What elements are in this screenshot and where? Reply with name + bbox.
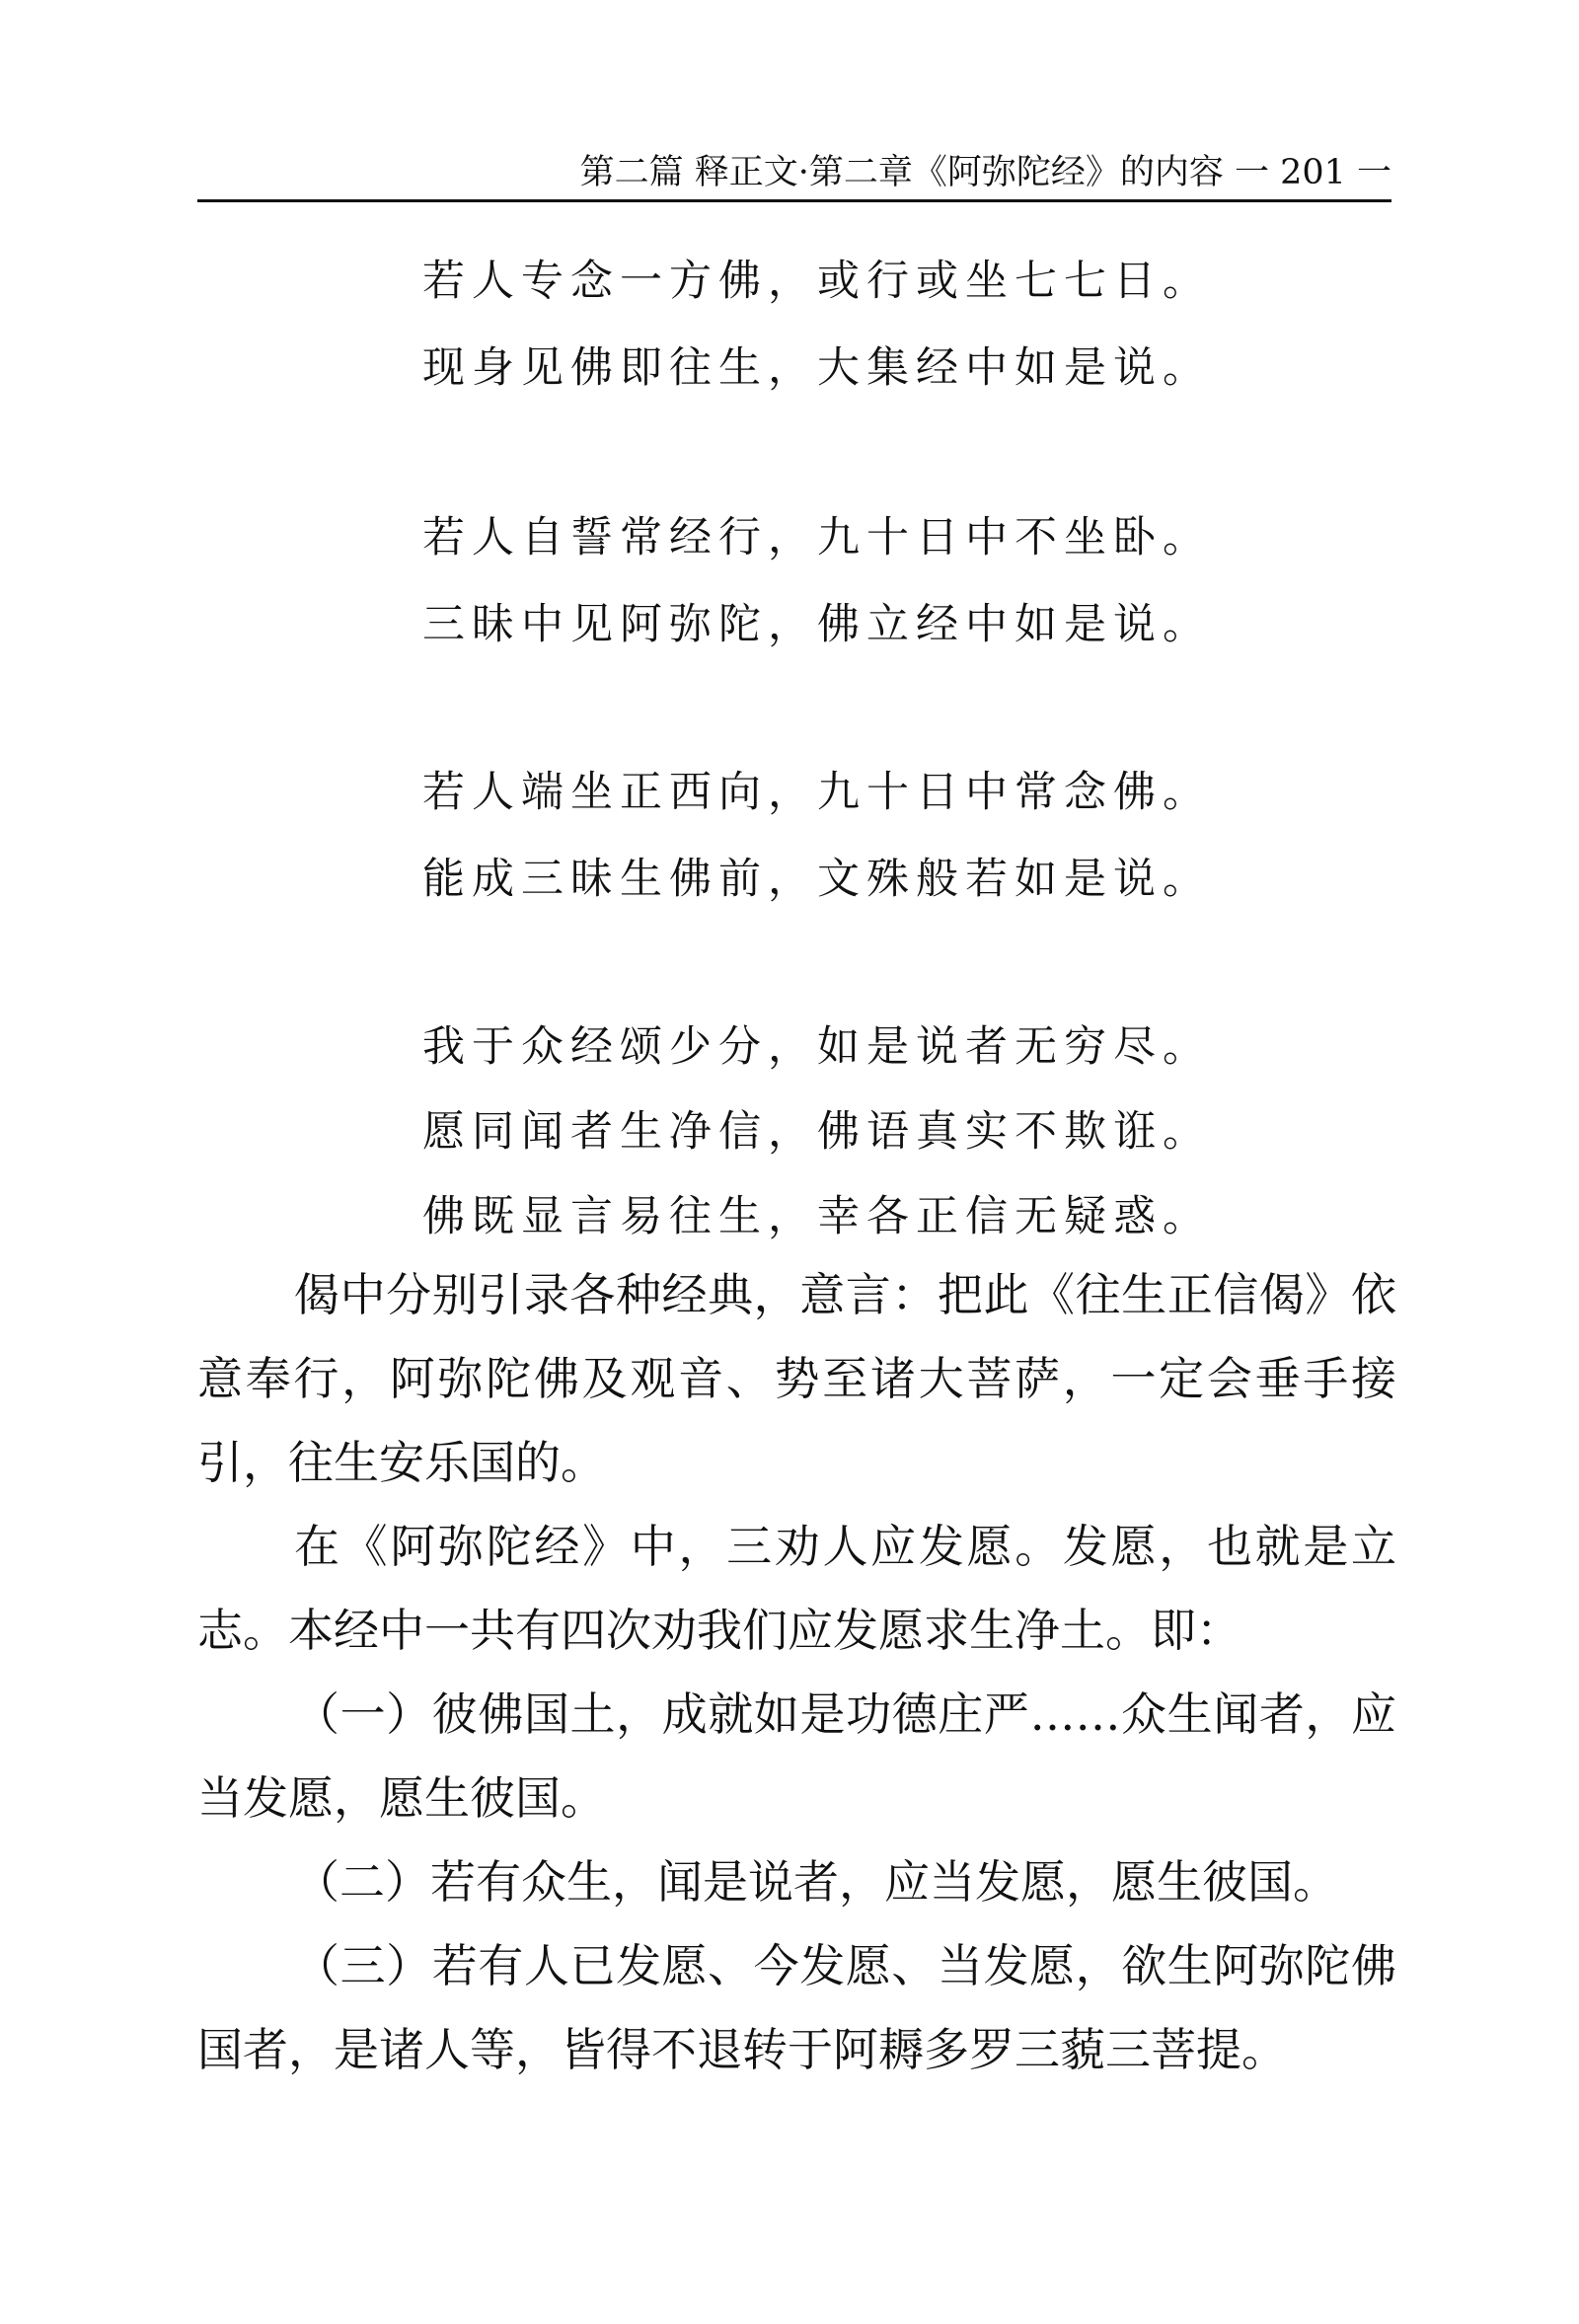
verse-line: 愿同闻者生净信，佛语真实不欺诳。	[422, 1107, 1212, 1157]
paragraph: （三）若有人已发愿、今发愿、当发愿，欲生阿弥陀佛国者，是诸人等，皆得不退转于阿耨多罗三藐三菩提。	[197, 1939, 1396, 2076]
running-header	[197, 150, 1391, 202]
paragraph: （一）彼佛国土，成就如是功德庄严……众生闻者，应当发愿，愿生彼国。	[197, 1687, 1396, 1825]
verse-line: 能成三昧生佛前，文殊般若如是说。	[422, 855, 1212, 904]
paragraph: 在《阿弥陀经》中，三劝人应发愿。发愿，也就是立志。本经中一共有四次劝我们应发愿求生净土。即：	[197, 1520, 1396, 1657]
running-title: 第二篇 释正文·第二章《阿弥陀经》的内容 一 201 一	[579, 153, 1391, 192]
verse-line: 现身见佛即往生，大集经中如是说。	[422, 343, 1212, 393]
paragraph: 偈中分别引录各种经典，意言：把此《往生正信偈》依意奉行，阿弥陀佛及观音、势至诸大菩萨，一定会垂手接引，往生安乐国的。	[197, 1268, 1396, 1489]
verse-line: 若人专念一方佛，或行或坐七七日。	[422, 257, 1212, 306]
verse-line: 佛既显言易往生，幸各正信无疑惑。	[422, 1192, 1212, 1241]
verse-line: 若人端坐正西向，九十日中常念佛。	[422, 768, 1212, 817]
verse-line: 我于众经颂少分，如是说者无穷尽。	[422, 1022, 1212, 1072]
verse-line: 若人自誓常经行，九十日中不坐卧。	[422, 513, 1212, 562]
body-text	[197, 1253, 1396, 2092]
paragraph: （二）若有众生，闻是说者，应当发愿，愿生彼国。	[294, 1855, 1338, 1909]
verse-line: 三昧中见阿弥陀，佛立经中如是说。	[422, 600, 1212, 649]
